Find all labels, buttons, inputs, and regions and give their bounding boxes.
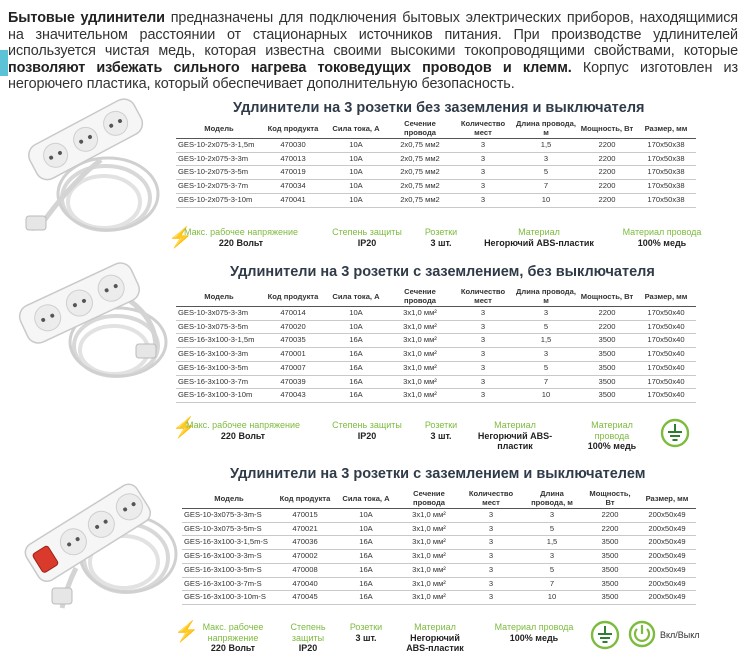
table-cell: 200x50x49 — [638, 522, 696, 536]
table-cell: 470020 — [262, 320, 324, 334]
table-cell: 2200 — [578, 166, 636, 180]
table-cell: GES-10-3x075-3-5m — [176, 320, 262, 334]
section-1-title: Удлинители на 3 розетки без заземления и выключателя — [233, 100, 645, 116]
table-cell: 2x0,75 мм2 — [388, 180, 452, 194]
table-cell: 3500 — [578, 348, 636, 362]
feature-value: Негорючий ABS-пластик — [477, 430, 553, 451]
feature-sockets — [413, 227, 469, 248]
table-cell: 470021 — [276, 522, 334, 536]
table-row — [182, 522, 696, 536]
col-header: Длина провода, м — [522, 488, 582, 509]
feature-material — [474, 227, 604, 248]
col-header: Модель — [176, 118, 262, 139]
table-cell: 170x50x40 — [636, 361, 696, 375]
table-row — [182, 563, 696, 577]
table-cell: 3 — [460, 577, 522, 591]
table-cell: 3 — [460, 509, 522, 523]
table-cell: 3500 — [582, 536, 638, 550]
table-cell: 10A — [334, 522, 398, 536]
table-cell: 16A — [324, 334, 388, 348]
feature-value: IP20 — [357, 237, 377, 248]
feature-label: Макс. рабочее напряжение — [186, 420, 300, 430]
table-cell: 170x50x38 — [636, 180, 696, 194]
table-cell: GES-16-3x100-3-5m — [176, 361, 262, 375]
feature-wire-material — [612, 227, 712, 248]
table-cell: 3 — [460, 536, 522, 550]
feature-value: 3 шт. — [430, 430, 452, 441]
table-cell: GES-16-3x100-3-5m-S — [182, 563, 276, 577]
table-cell: 3 — [452, 334, 514, 348]
feature-label: Розетки — [424, 420, 458, 430]
ground-icon — [590, 620, 620, 650]
table-cell: 3 — [514, 348, 578, 362]
feature-value: 3 шт. — [355, 632, 377, 643]
table-cell: 3x1,0 мм² — [388, 334, 452, 348]
feature-voltage — [180, 227, 302, 248]
table-cell: 170x50x38 — [636, 152, 696, 166]
table-cell: 3 — [522, 550, 582, 564]
intro-text-1: предназначены для подключения бытовых электрических приборов, находящимися на значительном расстоянии от стационарных источников питания. При производстве удлинителей используется чистая медь, которая известна своими высокими токопроводящими свойствами, которые — [8, 10, 739, 60]
table-cell: 5 — [514, 361, 578, 375]
feature-voltage — [184, 420, 302, 441]
table-cell: 3x1,0 мм² — [398, 536, 460, 550]
table-row — [176, 361, 696, 375]
feature-value: 100% медь — [509, 632, 559, 643]
feature-protection — [322, 227, 412, 248]
col-header: Мощность, Вт — [582, 488, 638, 509]
table-cell: 3x1,0 мм² — [388, 320, 452, 334]
feature-label: Материал — [494, 420, 536, 430]
table-cell: 16A — [324, 389, 388, 403]
table-cell: 200x50x49 — [638, 591, 696, 605]
table-cell: 170x50x40 — [636, 348, 696, 362]
table-cell: 5 — [514, 320, 578, 334]
table-cell: GES-16-3x100-3-1,5m-S — [182, 536, 276, 550]
feature-wire-material — [576, 420, 648, 452]
table-cell: 16A — [324, 348, 388, 362]
feature-value: Негорючий ABS-пластик — [406, 632, 464, 653]
col-header: Количество мест — [452, 118, 514, 139]
feature-value: IP20 — [298, 643, 318, 653]
table-cell: 170x50x38 — [636, 139, 696, 153]
section-3-title: Удлинители на 3 розетки с заземлением и выключателем — [230, 466, 646, 482]
col-header: Сечение провода — [388, 118, 452, 139]
table-cell: 2200 — [582, 509, 638, 523]
table-cell: 10A — [324, 320, 388, 334]
feature-value: 100% медь — [637, 237, 687, 248]
table-cell: GES-16-3x100-3-7m-S — [182, 577, 276, 591]
table-cell: GES-10-3x075-3-3m-S — [182, 509, 276, 523]
table-cell: 2200 — [578, 320, 636, 334]
table-row — [182, 577, 696, 591]
table-header-row — [176, 286, 696, 307]
table-cell: 10 — [514, 389, 578, 403]
feature-label: Материал провода — [622, 227, 702, 237]
section-1-table — [176, 118, 696, 208]
table-cell: 3500 — [582, 591, 638, 605]
section-3-table — [182, 488, 696, 605]
table-cell: 3 — [452, 348, 514, 362]
table-cell: 470040 — [276, 577, 334, 591]
table-cell: 3 — [452, 375, 514, 389]
table-cell: 200x50x49 — [638, 577, 696, 591]
table-cell: 10 — [514, 193, 578, 207]
table-cell: 170x50x38 — [636, 166, 696, 180]
feature-label: Степень защиты — [290, 622, 326, 643]
table-cell: GES-10-2x075-3-5m — [176, 166, 262, 180]
intro-bold-1: Бытовые удлинители — [8, 10, 165, 26]
table-cell: 10A — [324, 139, 388, 153]
col-header: Размер, мм — [636, 118, 696, 139]
table-cell: 7 — [514, 375, 578, 389]
feature-label: Макс. рабочее напряжение — [184, 227, 298, 237]
table-cell: 200x50x49 — [638, 550, 696, 564]
table-cell: GES-10-2x075-3-3m — [176, 152, 262, 166]
table-cell: 470034 — [262, 180, 324, 194]
table-cell: GES-16-3x100-3-1,5m — [176, 334, 262, 348]
table-row — [176, 307, 696, 321]
table-cell: GES-16-3x100-3-3m-S — [182, 550, 276, 564]
table-cell: 16A — [334, 550, 398, 564]
col-header: Код продукта — [262, 286, 324, 307]
table-cell: 2200 — [578, 180, 636, 194]
table-cell: 170x50x40 — [636, 320, 696, 334]
feature-label: Материал — [414, 622, 456, 632]
feature-sockets — [340, 622, 392, 643]
table-cell: 470041 — [262, 193, 324, 207]
table-row — [182, 536, 696, 550]
feature-value: Негорючий ABS-пластик — [484, 237, 594, 248]
table-cell: 3 — [460, 563, 522, 577]
table-cell: 470039 — [262, 375, 324, 389]
power-switch-icon — [628, 620, 656, 648]
table-row — [176, 139, 696, 153]
table-row — [176, 320, 696, 334]
table-cell: 170x50x40 — [636, 375, 696, 389]
table-cell: 470001 — [262, 348, 324, 362]
col-header: Сечение провода — [388, 286, 452, 307]
col-header: Мощность, Вт — [578, 286, 636, 307]
table-cell: 3x1,0 мм² — [388, 348, 452, 362]
table-cell: 1,5 — [514, 334, 578, 348]
voltage-bolt-icon: ⚡ — [168, 227, 193, 249]
table-cell: 3 — [452, 193, 514, 207]
table-body — [176, 139, 696, 208]
table-cell: 3500 — [578, 334, 636, 348]
voltage-bolt-icon: ⚡ — [172, 417, 197, 439]
table-cell: 10 — [522, 591, 582, 605]
table-cell: 470015 — [276, 509, 334, 523]
table-row — [176, 334, 696, 348]
table-cell: 170x50x40 — [636, 334, 696, 348]
feature-protection — [322, 420, 412, 441]
feature-sockets — [413, 420, 469, 441]
table-cell: 2200 — [578, 193, 636, 207]
table-row — [176, 152, 696, 166]
table-cell: 470002 — [276, 550, 334, 564]
col-header: Код продукта — [262, 118, 324, 139]
table-cell: 3 — [514, 307, 578, 321]
feature-value: 3 шт. — [430, 237, 452, 248]
table-cell: 470013 — [262, 152, 324, 166]
table-cell: 7 — [522, 577, 582, 591]
accent-bar — [0, 50, 8, 76]
table-cell: 3x1,0 мм² — [398, 509, 460, 523]
table-cell: 3500 — [578, 375, 636, 389]
table-cell: 16A — [334, 577, 398, 591]
col-header: Размер, мм — [636, 286, 696, 307]
table-cell: 470045 — [276, 591, 334, 605]
section-2-title: Удлинители на 3 розетки с заземлением, без выключателя — [230, 264, 655, 280]
table-cell: 3x1,0 мм² — [398, 550, 460, 564]
feature-value: 220 Вольт — [220, 430, 266, 441]
table-cell: 3 — [452, 307, 514, 321]
table-cell: 3 — [452, 139, 514, 153]
col-header: Мощность, Вт — [578, 118, 636, 139]
table-cell: 5 — [522, 522, 582, 536]
feature-label: Степень защиты — [332, 420, 402, 430]
table-cell: GES-16-3x100-3-10m-S — [182, 591, 276, 605]
table-cell: 2200 — [578, 152, 636, 166]
table-cell: 2x0,75 мм2 — [388, 139, 452, 153]
table-cell: 16A — [324, 375, 388, 389]
table-row — [176, 166, 696, 180]
table-cell: 470036 — [276, 536, 334, 550]
table-cell: 3x1,0 мм² — [388, 361, 452, 375]
table-row — [182, 509, 696, 523]
intro-paragraph — [8, 10, 738, 93]
feature-protection — [282, 622, 334, 654]
feature-value: IP20 — [357, 430, 377, 441]
feature-value: 220 Вольт — [218, 237, 264, 248]
table-cell: 10A — [324, 152, 388, 166]
feature-label: Розетки — [424, 227, 458, 237]
feature-voltage — [188, 622, 278, 654]
table-cell: 2200 — [578, 139, 636, 153]
table-row — [176, 389, 696, 403]
feature-value: 220 Вольт — [210, 643, 256, 653]
table-row — [176, 180, 696, 194]
table-header-row — [182, 488, 696, 509]
table-cell: 10A — [324, 193, 388, 207]
table-cell: 470035 — [262, 334, 324, 348]
table-cell: 3x1,0 мм² — [398, 577, 460, 591]
feature-material — [474, 420, 556, 452]
table-cell: 470008 — [276, 563, 334, 577]
table-cell: 10A — [324, 166, 388, 180]
table-cell: 3 — [452, 166, 514, 180]
table-cell: 3 — [452, 180, 514, 194]
table-cell: 10A — [324, 180, 388, 194]
intro-text-2: Корпус изготовлен из негорючего пластика, который обеспечивает дополнительную безопасность. — [8, 59, 738, 93]
table-cell: 3 — [460, 591, 522, 605]
table-cell: 2200 — [578, 307, 636, 321]
table-cell: 10A — [324, 307, 388, 321]
table-cell: GES-16-3x100-3-10m — [176, 389, 262, 403]
col-header: Количество мест — [452, 286, 514, 307]
table-cell: 470030 — [262, 139, 324, 153]
ground-icon — [660, 418, 690, 448]
table-cell: GES-10-2x075-3-7m — [176, 180, 262, 194]
table-cell: 3x1,0 мм² — [398, 522, 460, 536]
table-cell: 470043 — [262, 389, 324, 403]
table-cell: 170x50x38 — [636, 193, 696, 207]
col-header: Сила тока, А — [334, 488, 398, 509]
col-header: Сила тока, А — [324, 286, 388, 307]
table-cell: 3500 — [578, 389, 636, 403]
extension-cord-photo-3 — [6, 468, 181, 618]
table-cell: 1,5 — [514, 139, 578, 153]
table-cell: 170x50x40 — [636, 389, 696, 403]
feature-material — [398, 622, 472, 654]
table-cell: 470014 — [262, 307, 324, 321]
col-header: Размер, мм — [638, 488, 696, 509]
table-cell: GES-10-2x075-3-10m — [176, 193, 262, 207]
switch-label: Вкл/Выкл — [660, 630, 700, 640]
table-cell: 3 — [522, 509, 582, 523]
feature-value: 100% медь — [587, 441, 637, 451]
feature-wire-material — [480, 622, 588, 643]
table-cell: 2200 — [582, 522, 638, 536]
table-body — [182, 509, 696, 605]
table-cell: 3500 — [582, 550, 638, 564]
table-cell: 3500 — [578, 361, 636, 375]
col-header: Код продукта — [276, 488, 334, 509]
table-cell: GES-10-3x075-3-3m — [176, 307, 262, 321]
table-cell: 2x0,75 мм2 — [388, 152, 452, 166]
feature-label: Материал провода — [494, 622, 574, 632]
table-row — [176, 348, 696, 362]
table-cell: 16A — [324, 361, 388, 375]
table-cell: 3500 — [582, 577, 638, 591]
extension-cord-photo-1 — [6, 98, 166, 248]
voltage-bolt-icon: ⚡ — [174, 621, 199, 643]
table-cell: 5 — [514, 166, 578, 180]
feature-label: Степень защиты — [332, 227, 402, 237]
table-header-row — [176, 118, 696, 139]
col-header: Модель — [182, 488, 276, 509]
table-cell: 16A — [334, 563, 398, 577]
table-cell: 470007 — [262, 361, 324, 375]
section-2-table — [176, 286, 696, 403]
table-cell: 200x50x49 — [638, 509, 696, 523]
table-cell: GES-16-3x100-3-3m — [176, 348, 262, 362]
feature-label: Макс. рабочее напряжение — [202, 622, 264, 643]
table-cell: 3 — [452, 389, 514, 403]
table-cell: 10A — [334, 509, 398, 523]
feature-label: Розетки — [349, 622, 383, 632]
table-cell: 3 — [452, 152, 514, 166]
table-cell: 470019 — [262, 166, 324, 180]
table-cell: 3500 — [582, 563, 638, 577]
table-cell: GES-10-2x075-3-1,5m — [176, 139, 262, 153]
col-header: Длина провода, м — [514, 286, 578, 307]
col-header: Сечение провода — [398, 488, 460, 509]
table-cell: 16A — [334, 591, 398, 605]
table-cell: 3 — [452, 361, 514, 375]
table-row — [182, 591, 696, 605]
table-row — [176, 375, 696, 389]
table-cell: 3 — [460, 522, 522, 536]
table-cell: 3x1,0 мм² — [398, 591, 460, 605]
col-header: Сила тока, А — [324, 118, 388, 139]
table-cell: 3 — [460, 550, 522, 564]
table-row — [176, 193, 696, 207]
table-cell: 2x0,75 мм2 — [388, 193, 452, 207]
table-cell: 3x1,0 мм² — [388, 375, 452, 389]
feature-label: Материал — [518, 227, 560, 237]
feature-label: Материал провода — [591, 420, 633, 441]
table-cell: 200x50x49 — [638, 536, 696, 550]
col-header: Длина провода, м — [514, 118, 578, 139]
table-cell: 1,5 — [522, 536, 582, 550]
table-cell: 16A — [334, 536, 398, 550]
extension-cord-photo-2 — [6, 258, 171, 398]
table-cell: 3x1,0 мм² — [388, 389, 452, 403]
intro-bold-2: позволяют избежать сильного нагрева токоведущих проводов и клемм. — [8, 59, 572, 76]
table-cell: 170x50x40 — [636, 307, 696, 321]
table-cell: 3 — [514, 152, 578, 166]
table-cell: 5 — [522, 563, 582, 577]
table-cell: 3x1,0 мм² — [398, 563, 460, 577]
table-cell: 3 — [452, 320, 514, 334]
table-cell: 7 — [514, 180, 578, 194]
table-cell: 200x50x49 — [638, 563, 696, 577]
table-cell: 2x0,75 мм2 — [388, 166, 452, 180]
table-row — [182, 550, 696, 564]
col-header: Количество мест — [460, 488, 522, 509]
table-cell: 3x1,0 мм² — [388, 307, 452, 321]
table-cell: GES-10-3x075-3-5m-S — [182, 522, 276, 536]
col-header: Модель — [176, 286, 262, 307]
table-body — [176, 307, 696, 403]
table-cell: GES-16-3x100-3-7m — [176, 375, 262, 389]
